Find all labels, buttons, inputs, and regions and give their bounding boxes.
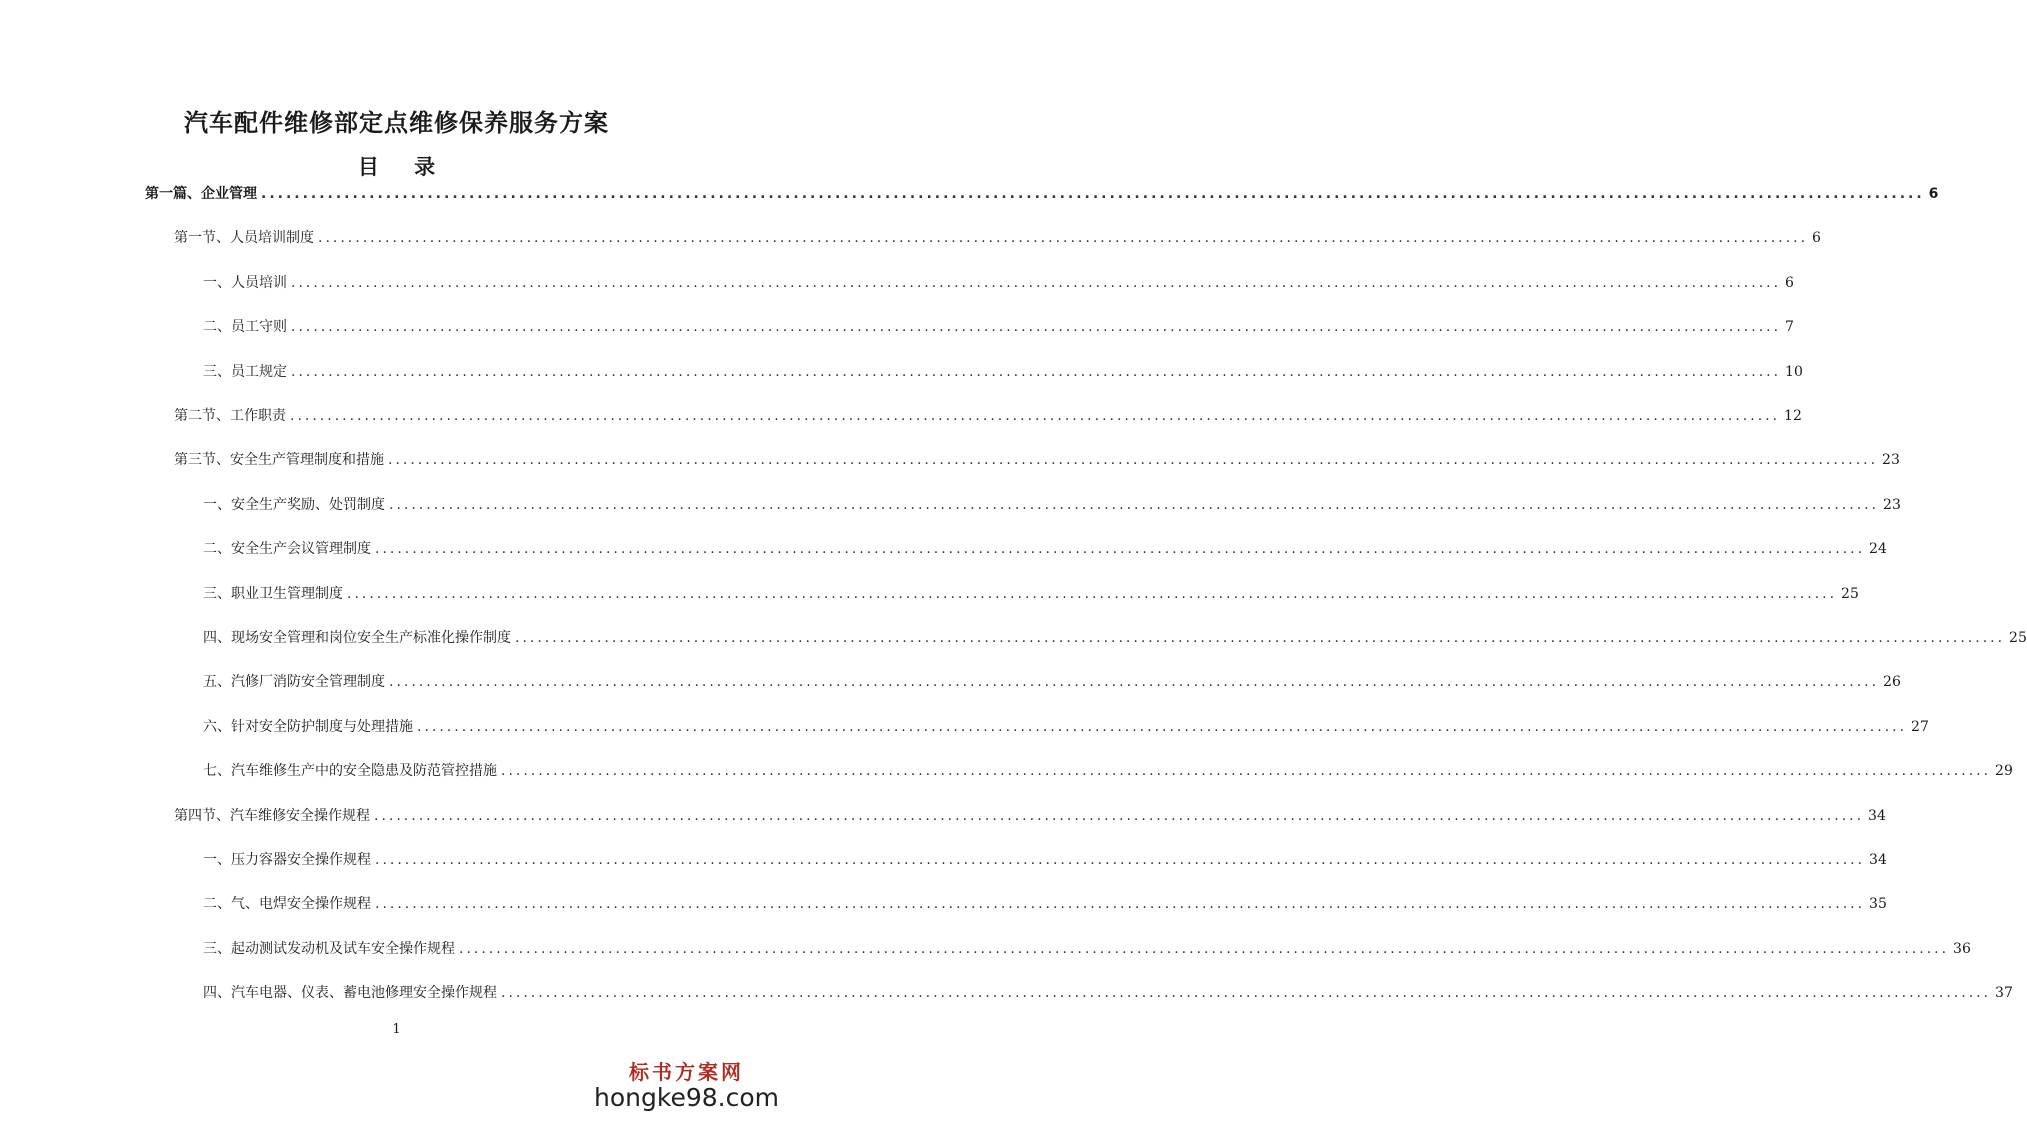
toc-leader-dots: ........................................................................................................................................................................................................ — [291, 274, 1782, 291]
toc-entry-label: 四、汽车电器、仪表、蓄电池修理安全操作规程 — [203, 985, 497, 1002]
toc-entry-label: 三、员工规定 — [203, 363, 287, 380]
toc-leader-dots: ........................................................................................................................................................................................................ — [459, 940, 1950, 957]
toc-entry[interactable] — [203, 716, 1929, 740]
toc-entry-label: 第一节、人员培训制度 — [174, 230, 314, 247]
toc-entry-label: 第二节、工作职责 — [174, 408, 286, 424]
toc-leader-dots: ........................................................................................................................................................................................................ — [290, 408, 1781, 424]
toc-leader-dots: ........................................................................................................................................................................................................ — [388, 452, 1879, 469]
toc-entry[interactable] — [174, 405, 1802, 429]
toc-entry-page: 26 — [1883, 674, 1901, 691]
toc-leader-dots: ........................................................................................................................................................................................................ — [375, 852, 1866, 868]
toc-entry[interactable] — [203, 361, 1803, 385]
toc-entry-label: 一、压力容器安全操作规程 — [203, 852, 371, 868]
toc-entry[interactable] — [203, 671, 1901, 695]
toc-entry[interactable] — [203, 893, 1887, 917]
toc-entry-label: 一、人员培训 — [203, 274, 287, 291]
toc-leader-dots: ........................................................................................................................................................................................................ — [291, 363, 1782, 380]
toc-entry-page: 37 — [1995, 985, 2013, 1002]
toc-entry[interactable] — [203, 583, 1859, 607]
toc-entry-page: 23 — [1883, 496, 1901, 513]
toc-leader-dots: ........................................................................................................................................................................................................ — [347, 585, 1838, 602]
toc-entry-label: 三、起动测试发动机及试车安全操作规程 — [203, 940, 455, 957]
page-number: 1 — [392, 1022, 401, 1037]
toc-entry-label: 七、汽车维修生产中的安全隐患及防范管控措施 — [203, 763, 497, 780]
toc-entry-page: 24 — [1869, 541, 1887, 558]
toc-entry-page: 25 — [2009, 630, 2027, 646]
toc-leader-dots: ........................................................................................................................................................................................................ — [515, 630, 2006, 646]
toc-entry-page: 12 — [1784, 408, 1802, 424]
toc-entry[interactable] — [203, 272, 1794, 296]
toc-entry-page: 36 — [1953, 940, 1971, 957]
toc-entry[interactable] — [203, 316, 1794, 340]
toc-entry[interactable] — [203, 538, 1887, 562]
toc-entry-page: 34 — [1868, 807, 1886, 824]
toc-leader-dots: ........................................................................................................................................................................................................ — [318, 230, 1809, 247]
toc-entry-page: 6 — [1928, 186, 1939, 202]
site-watermark — [594, 1056, 779, 1112]
toc-entry-page: 10 — [1785, 363, 1803, 380]
toc-entry-label: 四、现场安全管理和岗位安全生产标准化操作制度 — [203, 630, 511, 646]
toc-leader-dots: ........................................................................................................................................................................................................ — [261, 186, 1925, 202]
toc-entry[interactable] — [203, 982, 2013, 1006]
toc-entry-page: 29 — [1995, 763, 2013, 780]
toc-leader-dots: ........................................................................................................................................................................................................ — [389, 496, 1880, 513]
toc-entry[interactable] — [174, 805, 1886, 829]
toc-entry-page: 25 — [1841, 585, 1859, 602]
toc-leader-dots: ........................................................................................................................................................................................................ — [375, 896, 1866, 913]
toc-leader-dots: ........................................................................................................................................................................................................ — [501, 985, 1992, 1002]
toc-entry-label: 第四节、汽车维修安全操作规程 — [174, 807, 370, 824]
toc-leader-dots: ........................................................................................................................................................................................................ — [417, 718, 1908, 735]
toc-heading: 目 录 — [357, 155, 450, 179]
watermark-url-text: hongke98.com — [594, 1083, 779, 1112]
toc-entry-page: 27 — [1911, 718, 1929, 735]
toc-entry-label: 一、安全生产奖励、处罚制度 — [203, 496, 385, 513]
toc-entry[interactable] — [174, 449, 1900, 473]
toc-entry-page: 23 — [1882, 452, 1900, 469]
toc-entry[interactable] — [203, 938, 1971, 962]
toc-entry-page: 7 — [1785, 319, 1794, 336]
toc-entry-page: 6 — [1785, 274, 1794, 291]
toc-leader-dots: ........................................................................................................................................................................................................ — [389, 674, 1880, 691]
toc-entry-page: 35 — [1869, 896, 1887, 913]
toc-entry-label: 第一篇、企业管理 — [145, 186, 257, 202]
document-title: 汽车配件维修部定点维修保养服务方案 — [184, 109, 609, 137]
toc-entry[interactable] — [203, 627, 2027, 651]
toc-leader-dots: ........................................................................................................................................................................................................ — [375, 541, 1866, 558]
toc-leader-dots: ........................................................................................................................................................................................................ — [501, 763, 1992, 780]
toc-entry[interactable] — [203, 494, 1901, 518]
toc-entry[interactable] — [203, 760, 2013, 784]
toc-leader-dots: ........................................................................................................................................................................................................ — [374, 807, 1865, 824]
toc-entry-label: 三、职业卫生管理制度 — [203, 585, 343, 602]
toc-entry[interactable] — [203, 849, 1887, 873]
toc-entry-page: 6 — [1812, 230, 1821, 247]
toc-entry-label: 二、员工守则 — [203, 319, 287, 336]
toc-leader-dots: ........................................................................................................................................................................................................ — [291, 319, 1782, 336]
toc-entry-label: 第三节、安全生产管理制度和措施 — [174, 452, 384, 469]
toc-entry-label: 二、安全生产会议管理制度 — [203, 541, 371, 558]
toc-entry-label: 二、气、电焊安全操作规程 — [203, 896, 371, 913]
toc-entry-label: 六、针对安全防护制度与处理措施 — [203, 718, 413, 735]
toc-entry[interactable] — [145, 183, 1939, 207]
toc-entry[interactable] — [174, 227, 1821, 251]
toc-entry-label: 五、汽修厂消防安全管理制度 — [203, 674, 385, 691]
watermark-cn-text: 标书方案网 — [629, 1060, 744, 1084]
toc-entry-page: 34 — [1869, 852, 1887, 868]
